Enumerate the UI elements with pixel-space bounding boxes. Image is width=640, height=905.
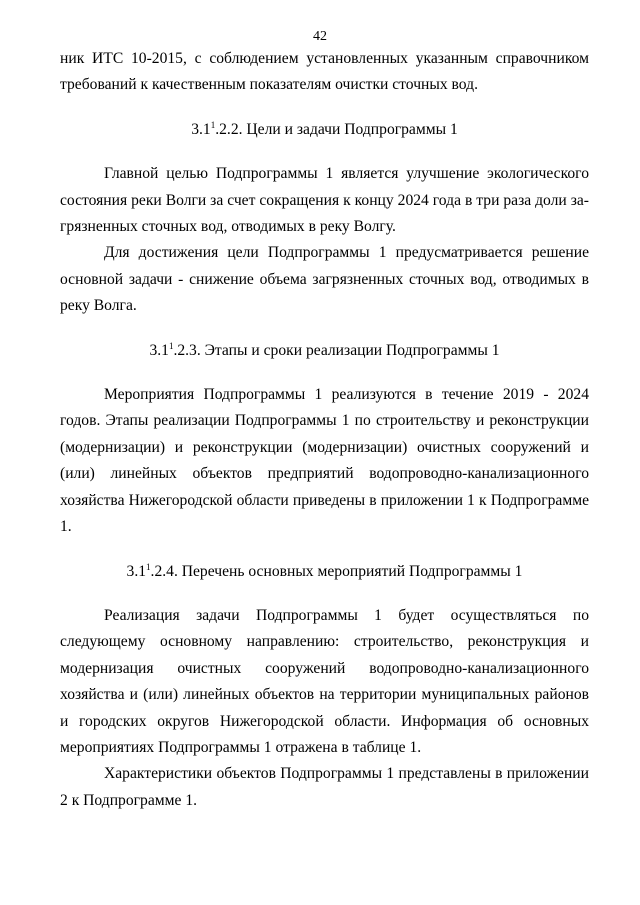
section-heading-measures (60, 559, 589, 585)
section-number-suffix: .2.3. (173, 341, 205, 359)
section-heading-goals (60, 117, 589, 143)
section-number: 3.1 (149, 341, 169, 359)
section-title: Цели и задачи Подпрограммы 1 (246, 120, 458, 138)
section-title: Перечень основных мероприятий Подпрограммы 1 (181, 562, 523, 580)
paragraph-main-task: Для достижения цели Подпрограммы 1 предусматривается решение основной задачи - снижение объема загрязненных сточных вод, отводимых в реку Волга. (60, 244, 589, 315)
section-number-suffix: .2.2. (215, 120, 247, 138)
section-number-superscript: 1 (210, 119, 216, 130)
section-number: 3.1 (191, 120, 211, 138)
page-number: 42 (313, 29, 327, 44)
paragraph-main-goal: Главной целью Подпрограммы 1 является улучшение экологического состояния реки Волги за счет сокращения к концу 2024 года в три раза доли загрязненных сточных вод, отводимых в реку Волгу. (60, 165, 589, 236)
paragraph-measures: Реализация задачи Подпрограммы 1 будет осуществляться по следующему основному направлению: строительство, реконструкция и модернизация очистных сооружений водопроводно-канализационного хозяйства и (или) линейных объектов на территории муниципальных районов и городских округов Нижегородской области. Информация об основных мероприятиях Подпрограммы 1 отражена в таблице 1. (60, 606, 589, 756)
section-number-superscript: 1 (146, 561, 151, 572)
paragraph-object-characteristics: Характеристики объектов Подпрограммы 1 представлены в приложении 2 к Подпрограмме 1. (60, 765, 589, 809)
section-title: Этапы и сроки реализации Подпрограммы 1 (204, 341, 500, 359)
paragraph-stages: Мероприятия Подпрограммы 1 реализуются в течение 2019 - 2024 годов. Этапы реализации Подпрограммы 1 по строительству и реконструкции (модернизации) и реконструкции (модернизации) очистных сооружений и (или) линейных объектов предприятий водопроводно-канализационного хозяйства Нижегородской области приведены в приложении 1 к Подпрограмме 1. (60, 386, 589, 536)
paragraph-continuation: ник ИТС 10-2015, с соблюдением установленных указанным справочником требований к качественным показателям очистки сточных вод. (60, 50, 589, 94)
section-number: 3.1 (126, 562, 147, 580)
section-heading-stages (60, 338, 589, 364)
document-body (60, 46, 589, 814)
section-number-suffix: .2.4. (150, 562, 182, 580)
section-number-superscript: 1 (168, 340, 174, 351)
